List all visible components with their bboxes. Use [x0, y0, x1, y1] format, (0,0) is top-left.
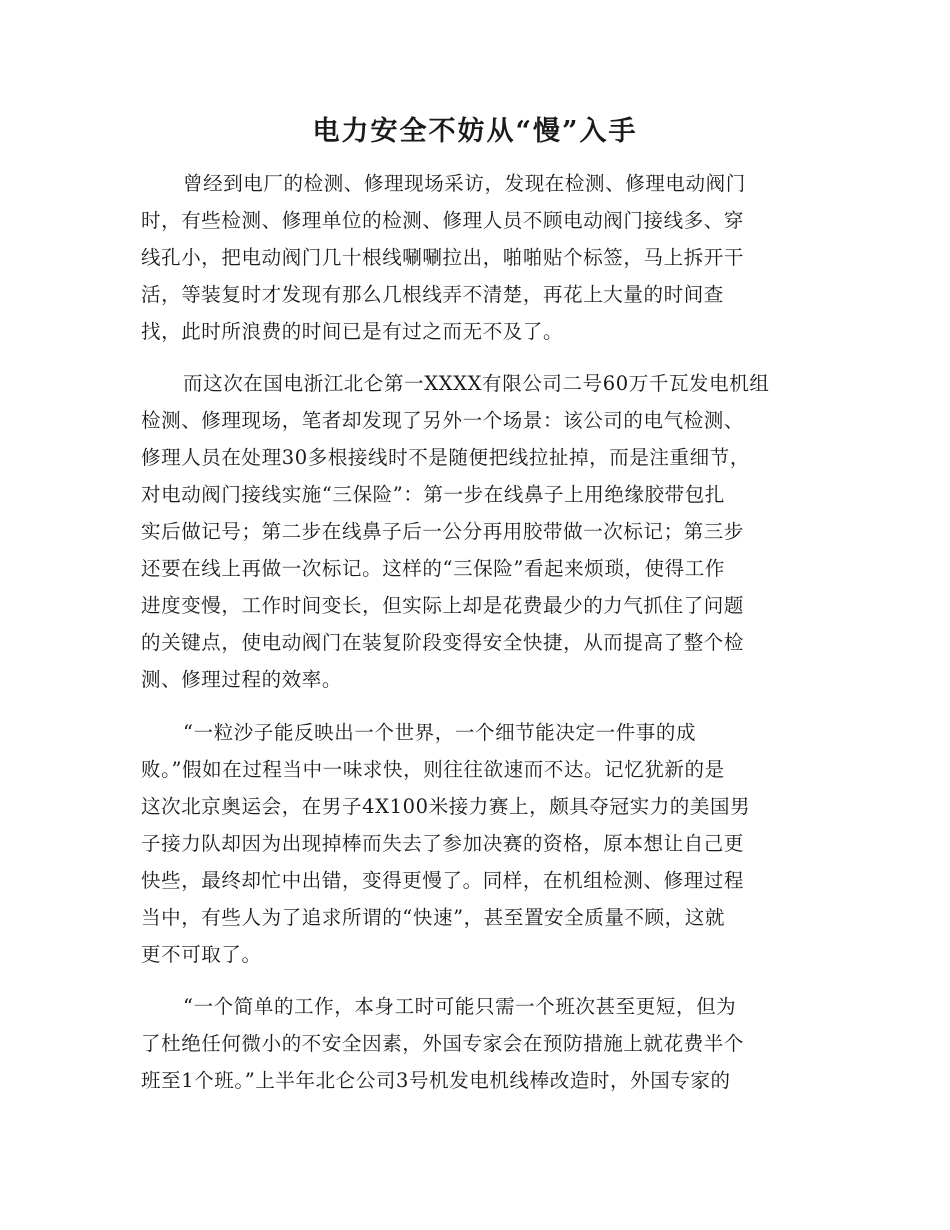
paragraph-line: 班至1个班。”上半年北仑公司3号机发电机线棒改造时，外国专家的: [141, 1069, 731, 1092]
paragraph-line: 活，等装复时才发现有那么几根线弄不清楚，再花上大量的时间查: [141, 283, 724, 306]
document-title: 电力安全不妨从“慢”入手: [312, 116, 638, 147]
paragraph-line: “一个简单的工作，本身工时可能只需一个班次甚至更短，但为: [183, 995, 737, 1018]
paragraph-line: 线孔小，把电动阀门几十根线唰唰拉出，啪啪贴个标签，马上拆开干: [141, 246, 745, 269]
paragraph-line: 败。”假如在过程当中一味求快，则往往欲速而不达。记忆犹新的是: [141, 758, 725, 781]
paragraph-line: 而这次在国电浙江北仑第一XXXX有限公司二号60万千瓦发电机组: [183, 372, 770, 395]
paragraph-line: 进度变慢，工作时间变长，但实际上却是花费最少的力气抓住了问题: [141, 594, 745, 617]
paragraph-line: 修理人员在处理30多根接线时不是随便把线拉扯掉，而是注重细节，: [141, 446, 750, 469]
paragraph-line: 检测、修理现场，笔者却发现了另外一个场景：该公司的电气检测、: [141, 409, 745, 432]
paragraph-line: “一粒沙子能反映出一个世界，一个细节能决定一件事的成: [183, 721, 697, 744]
paragraph-line: 对电动阀门接线实施“三保险”：第一步在线鼻子上用绝缘胶带包扎: [141, 483, 725, 506]
paragraph-line: 更不可取了。: [141, 943, 262, 966]
paragraph-2: [141, 365, 816, 698]
paragraph-line: 了杜绝任何微小的不安全因素，外国专家会在预防措施上就花费半个: [141, 1032, 745, 1055]
paragraph-line: 时，有些检测、修理单位的检测、修理人员不顾电动阀门接线多、穿: [141, 209, 745, 232]
paragraph-line: 找，此时所浪费的时间已是有过之而无不及了。: [141, 320, 564, 343]
paragraph-line: 还要在线上再做一次标记。这样的“三保险”看起来烦琐，使得工作: [141, 557, 725, 580]
paragraph-line: 曾经到电厂的检测、修理现场采访，发现在检测、修理电动阀门: [183, 172, 746, 195]
paragraph-line: 当中，有些人为了追求所谓的“快速”，甚至置安全质量不顾，这就: [141, 906, 725, 929]
paragraph-1: [141, 165, 816, 350]
paragraph-line: 测、修理过程的效率。: [141, 668, 343, 691]
paragraph-line: 快些，最终却忙中出错，变得更慢了。同样，在机组检测、修理过程: [141, 869, 745, 892]
paragraph-4: [141, 988, 816, 1099]
paragraph-line: 实后做记号；第二步在线鼻子后一公分再用胶带做一次标记；第三步: [141, 520, 745, 543]
paragraph-line: 这次北京奥运会，在男子4X100米接力赛上，颇具夺冠实力的美国男: [141, 795, 751, 818]
paragraph-line: 子接力队却因为出现掉棒而失去了参加决赛的资格，原本想让自己更: [141, 832, 745, 855]
paragraph-line: 的关键点，使电动阀门在装复阶段变得安全快捷，从而提高了整个检: [141, 631, 745, 654]
paragraph-3: [141, 714, 816, 973]
